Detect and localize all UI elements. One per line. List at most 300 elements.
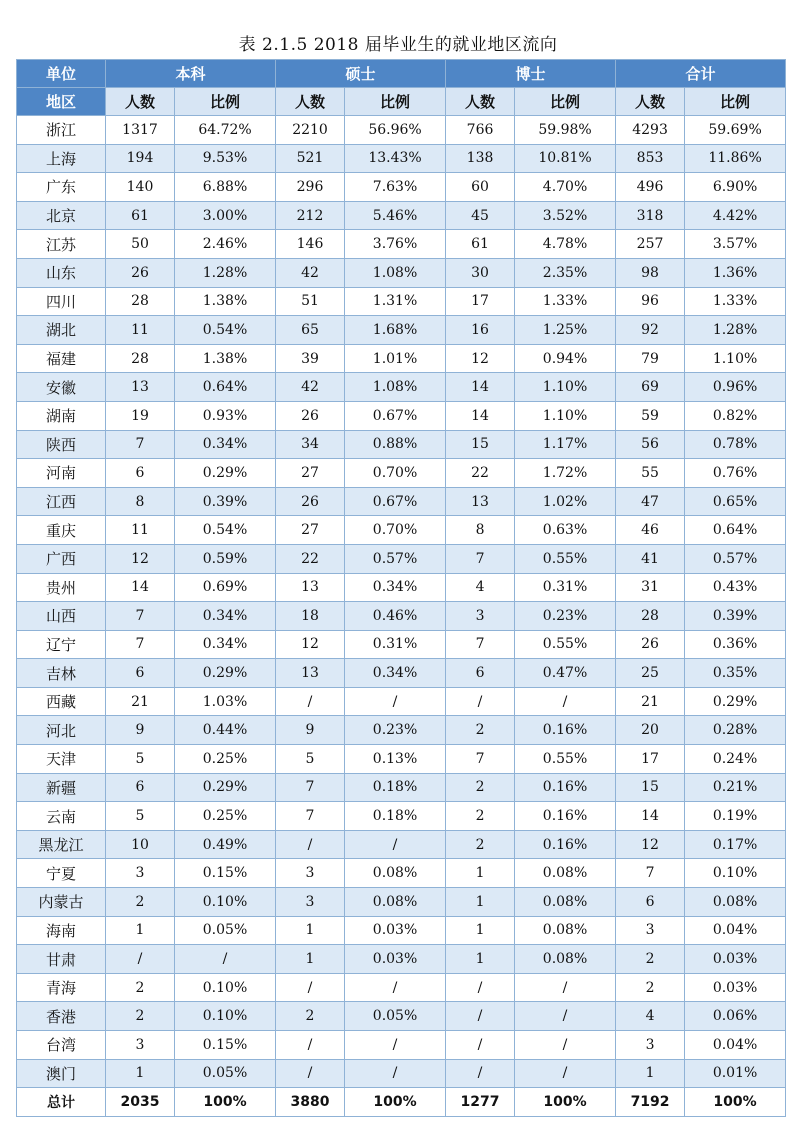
region-cell: 天津 xyxy=(17,745,106,774)
data-cell: 13 xyxy=(276,659,345,688)
data-cell: / xyxy=(276,973,345,1002)
data-cell: 14 xyxy=(446,373,515,402)
data-cell: 0.16% xyxy=(515,802,616,831)
data-cell: 0.04% xyxy=(685,916,786,945)
table-row xyxy=(17,201,786,230)
data-cell: 0.34% xyxy=(175,430,276,459)
data-cell: 69 xyxy=(616,373,685,402)
data-cell: 7 xyxy=(446,544,515,573)
data-cell: 7 xyxy=(616,859,685,888)
data-cell: 2 xyxy=(446,716,515,745)
data-cell: 42 xyxy=(276,258,345,287)
data-cell: 0.03% xyxy=(345,916,446,945)
data-cell: 0.49% xyxy=(175,830,276,859)
data-cell: 7.63% xyxy=(345,173,446,202)
data-cell: 766 xyxy=(446,116,515,145)
data-cell: / xyxy=(345,973,446,1002)
data-cell: 0.08% xyxy=(515,888,616,917)
data-cell: / xyxy=(345,687,446,716)
region-cell: 西藏 xyxy=(17,687,106,716)
table-row xyxy=(17,659,786,688)
region-cell: 吉林 xyxy=(17,659,106,688)
data-cell: 1.33% xyxy=(515,287,616,316)
data-cell: 1.28% xyxy=(685,316,786,345)
data-cell: 59 xyxy=(616,401,685,430)
data-cell: 0.82% xyxy=(685,401,786,430)
data-cell: 3 xyxy=(616,1031,685,1060)
table-row xyxy=(17,1002,786,1031)
data-cell: 6.88% xyxy=(175,173,276,202)
table-row xyxy=(17,1031,786,1060)
region-cell: 黑龙江 xyxy=(17,830,106,859)
region-header: 地区 xyxy=(17,88,106,116)
table-row xyxy=(17,173,786,202)
data-cell: 2 xyxy=(276,1002,345,1031)
group-header-master: 硕士 xyxy=(276,60,446,88)
region-cell: 福建 xyxy=(17,344,106,373)
data-cell: 1.10% xyxy=(515,373,616,402)
data-cell: 0.78% xyxy=(685,430,786,459)
data-cell: 4.70% xyxy=(515,173,616,202)
table-row xyxy=(17,116,786,145)
data-cell: 853 xyxy=(616,144,685,173)
data-cell: / xyxy=(276,687,345,716)
data-cell: 60 xyxy=(446,173,515,202)
data-cell: 19 xyxy=(106,401,175,430)
data-cell: 0.04% xyxy=(685,1031,786,1060)
data-cell: 0.76% xyxy=(685,459,786,488)
total-cell: 1277 xyxy=(446,1088,515,1117)
data-cell: 5 xyxy=(106,802,175,831)
region-cell: 贵州 xyxy=(17,573,106,602)
data-cell: 1.31% xyxy=(345,287,446,316)
data-cell: 8 xyxy=(106,487,175,516)
data-cell: 257 xyxy=(616,230,685,259)
data-cell: 138 xyxy=(446,144,515,173)
data-cell: 1 xyxy=(106,1059,175,1088)
data-cell: 9 xyxy=(106,716,175,745)
table-row xyxy=(17,945,786,974)
data-cell: 0.34% xyxy=(345,659,446,688)
data-cell: 28 xyxy=(106,287,175,316)
data-cell: 521 xyxy=(276,144,345,173)
ratio-header: 比例 xyxy=(515,88,616,116)
data-cell: 7 xyxy=(276,773,345,802)
data-cell: 46 xyxy=(616,516,685,545)
data-cell: 1 xyxy=(446,916,515,945)
data-cell: 0.34% xyxy=(175,602,276,631)
data-cell: 0.03% xyxy=(685,945,786,974)
data-cell: 47 xyxy=(616,487,685,516)
region-cell: 北京 xyxy=(17,201,106,230)
data-cell: 18 xyxy=(276,602,345,631)
data-cell: 14 xyxy=(106,573,175,602)
region-cell: 广西 xyxy=(17,544,106,573)
table-row xyxy=(17,630,786,659)
data-cell: 0.08% xyxy=(685,888,786,917)
data-cell: 51 xyxy=(276,287,345,316)
data-cell: 7 xyxy=(446,745,515,774)
table-row xyxy=(17,830,786,859)
data-cell: 9 xyxy=(276,716,345,745)
data-cell: 28 xyxy=(616,602,685,631)
data-cell: 4.42% xyxy=(685,201,786,230)
data-cell: 7 xyxy=(446,630,515,659)
data-cell: 0.23% xyxy=(515,602,616,631)
data-cell: 1.72% xyxy=(515,459,616,488)
data-cell: 26 xyxy=(616,630,685,659)
data-cell: 0.34% xyxy=(345,573,446,602)
data-cell: 0.16% xyxy=(515,773,616,802)
data-cell: 1 xyxy=(276,945,345,974)
data-cell: 42 xyxy=(276,373,345,402)
data-cell: 0.08% xyxy=(515,945,616,974)
table-row xyxy=(17,745,786,774)
data-cell: 1 xyxy=(276,916,345,945)
table-row xyxy=(17,316,786,345)
data-cell: 1.36% xyxy=(685,258,786,287)
data-cell: 2 xyxy=(616,973,685,1002)
table-row xyxy=(17,258,786,287)
data-cell: 13 xyxy=(446,487,515,516)
data-cell: 34 xyxy=(276,430,345,459)
data-cell: 0.05% xyxy=(175,1059,276,1088)
data-cell: 2 xyxy=(446,773,515,802)
total-cell: 100% xyxy=(175,1088,276,1117)
data-cell: 3 xyxy=(446,602,515,631)
data-cell: 22 xyxy=(446,459,515,488)
data-cell: 0.55% xyxy=(515,544,616,573)
data-cell: 9.53% xyxy=(175,144,276,173)
data-cell: 7 xyxy=(106,430,175,459)
data-cell: 21 xyxy=(616,687,685,716)
table-row xyxy=(17,687,786,716)
table-row xyxy=(17,544,786,573)
data-cell: 4.78% xyxy=(515,230,616,259)
data-cell: / xyxy=(175,945,276,974)
data-cell: 10 xyxy=(106,830,175,859)
region-cell: 江西 xyxy=(17,487,106,516)
data-cell: / xyxy=(446,973,515,1002)
data-cell: / xyxy=(345,1059,446,1088)
data-cell: 0.39% xyxy=(685,602,786,631)
data-cell: / xyxy=(345,1031,446,1060)
group-header-total: 合计 xyxy=(616,60,786,88)
region-cell: 澳门 xyxy=(17,1059,106,1088)
data-cell: 3.76% xyxy=(345,230,446,259)
data-cell: 0.23% xyxy=(345,716,446,745)
data-cell: 28 xyxy=(106,344,175,373)
data-cell: 1.33% xyxy=(685,287,786,316)
data-cell: 0.19% xyxy=(685,802,786,831)
table-row xyxy=(17,459,786,488)
header-row-columns xyxy=(17,88,786,116)
data-cell: 0.03% xyxy=(345,945,446,974)
data-cell: 65 xyxy=(276,316,345,345)
data-cell: 0.28% xyxy=(685,716,786,745)
data-cell: 0.08% xyxy=(515,859,616,888)
region-cell: 青海 xyxy=(17,973,106,1002)
data-cell: 0.05% xyxy=(345,1002,446,1031)
data-cell: 296 xyxy=(276,173,345,202)
data-cell: 0.10% xyxy=(685,859,786,888)
data-cell: 0.36% xyxy=(685,630,786,659)
data-cell: 22 xyxy=(276,544,345,573)
data-cell: 16 xyxy=(446,316,515,345)
group-header-bachelor: 本科 xyxy=(106,60,276,88)
data-cell: 17 xyxy=(616,745,685,774)
data-cell: 0.93% xyxy=(175,401,276,430)
data-cell: 318 xyxy=(616,201,685,230)
data-cell: 50 xyxy=(106,230,175,259)
data-cell: 56 xyxy=(616,430,685,459)
data-cell: 12 xyxy=(616,830,685,859)
table-row xyxy=(17,430,786,459)
data-cell: 92 xyxy=(616,316,685,345)
data-cell: 0.08% xyxy=(345,888,446,917)
data-cell: / xyxy=(515,1002,616,1031)
data-cell: 98 xyxy=(616,258,685,287)
header-row-groups xyxy=(17,60,786,88)
data-cell: 15 xyxy=(616,773,685,802)
data-cell: 3 xyxy=(106,1031,175,1060)
table-row xyxy=(17,573,786,602)
region-cell: 河南 xyxy=(17,459,106,488)
table-row xyxy=(17,802,786,831)
table-row xyxy=(17,602,786,631)
data-cell: 27 xyxy=(276,516,345,545)
data-cell: 0.57% xyxy=(685,544,786,573)
table-row xyxy=(17,144,786,173)
data-cell: 6 xyxy=(106,659,175,688)
total-label: 总计 xyxy=(17,1088,106,1117)
table-row xyxy=(17,888,786,917)
region-cell: 浙江 xyxy=(17,116,106,145)
data-cell: 1.08% xyxy=(345,373,446,402)
data-cell: 26 xyxy=(106,258,175,287)
data-cell: 496 xyxy=(616,173,685,202)
count-header: 人数 xyxy=(276,88,345,116)
data-cell: 1.17% xyxy=(515,430,616,459)
ratio-header: 比例 xyxy=(345,88,446,116)
data-cell: 3.52% xyxy=(515,201,616,230)
data-cell: 0.47% xyxy=(515,659,616,688)
data-cell: 212 xyxy=(276,201,345,230)
group-header-doctor: 博士 xyxy=(446,60,616,88)
data-cell: 5.46% xyxy=(345,201,446,230)
count-header: 人数 xyxy=(106,88,175,116)
data-cell: 1.38% xyxy=(175,287,276,316)
data-cell: 1 xyxy=(446,945,515,974)
data-cell: 0.25% xyxy=(175,745,276,774)
data-cell: / xyxy=(515,687,616,716)
table-row xyxy=(17,973,786,1002)
region-cell: 江苏 xyxy=(17,230,106,259)
data-cell: 26 xyxy=(276,401,345,430)
data-cell: 0.70% xyxy=(345,516,446,545)
data-cell: 0.54% xyxy=(175,316,276,345)
data-cell: / xyxy=(106,945,175,974)
table-body xyxy=(17,116,786,1088)
data-cell: 1.38% xyxy=(175,344,276,373)
data-cell: 0.88% xyxy=(345,430,446,459)
data-cell: 12 xyxy=(106,544,175,573)
region-cell: 新疆 xyxy=(17,773,106,802)
data-cell: 0.29% xyxy=(685,687,786,716)
region-cell: 河北 xyxy=(17,716,106,745)
data-cell: 194 xyxy=(106,144,175,173)
data-cell: 0.25% xyxy=(175,802,276,831)
data-cell: 3.00% xyxy=(175,201,276,230)
data-cell: 1 xyxy=(446,888,515,917)
total-cell: 100% xyxy=(685,1088,786,1117)
data-cell: 64.72% xyxy=(175,116,276,145)
data-cell: 6 xyxy=(106,459,175,488)
data-cell: 12 xyxy=(446,344,515,373)
data-cell: 0.13% xyxy=(345,745,446,774)
data-cell: 140 xyxy=(106,173,175,202)
data-cell: 0.46% xyxy=(345,602,446,631)
data-cell: 14 xyxy=(616,802,685,831)
data-cell: 11 xyxy=(106,316,175,345)
data-cell: 0.08% xyxy=(515,916,616,945)
data-cell: 2.35% xyxy=(515,258,616,287)
data-cell: 0.10% xyxy=(175,888,276,917)
data-cell: / xyxy=(446,687,515,716)
data-cell: 0.16% xyxy=(515,716,616,745)
data-cell: 1.25% xyxy=(515,316,616,345)
data-cell: 4 xyxy=(616,1002,685,1031)
data-cell: 55 xyxy=(616,459,685,488)
region-cell: 甘肃 xyxy=(17,945,106,974)
data-cell: 12 xyxy=(276,630,345,659)
data-cell: 8 xyxy=(446,516,515,545)
data-cell: 0.05% xyxy=(175,916,276,945)
table-row xyxy=(17,401,786,430)
data-cell: 20 xyxy=(616,716,685,745)
data-cell: 0.57% xyxy=(345,544,446,573)
data-cell: 0.03% xyxy=(685,973,786,1002)
data-cell: 0.10% xyxy=(175,973,276,1002)
table-row xyxy=(17,230,786,259)
data-cell: 7 xyxy=(276,802,345,831)
data-cell: 3 xyxy=(276,888,345,917)
total-cell: 2035 xyxy=(106,1088,175,1117)
data-cell: 59.69% xyxy=(685,116,786,145)
data-cell: 3 xyxy=(106,859,175,888)
data-cell: 0.10% xyxy=(175,1002,276,1031)
data-cell: 0.24% xyxy=(685,745,786,774)
data-cell: 0.64% xyxy=(685,516,786,545)
data-cell: 3 xyxy=(616,916,685,945)
data-cell: / xyxy=(276,1031,345,1060)
data-cell: 0.63% xyxy=(515,516,616,545)
data-cell: 21 xyxy=(106,687,175,716)
total-row xyxy=(17,1088,786,1117)
data-cell: 0.15% xyxy=(175,1031,276,1060)
data-cell: 0.15% xyxy=(175,859,276,888)
data-cell: 0.31% xyxy=(515,573,616,602)
data-cell: / xyxy=(446,1059,515,1088)
count-header: 人数 xyxy=(616,88,685,116)
data-cell: 2 xyxy=(446,802,515,831)
data-cell: 11 xyxy=(106,516,175,545)
region-cell: 辽宁 xyxy=(17,630,106,659)
data-cell: 0.59% xyxy=(175,544,276,573)
data-cell: 6.90% xyxy=(685,173,786,202)
data-cell: 1 xyxy=(106,916,175,945)
region-cell: 四川 xyxy=(17,287,106,316)
region-cell: 山东 xyxy=(17,258,106,287)
data-cell: 5 xyxy=(106,745,175,774)
table-row xyxy=(17,773,786,802)
data-cell: 2.46% xyxy=(175,230,276,259)
data-cell: 1.03% xyxy=(175,687,276,716)
data-cell: 17 xyxy=(446,287,515,316)
data-cell: 1.08% xyxy=(345,258,446,287)
data-cell: 13 xyxy=(276,573,345,602)
data-cell: 3.57% xyxy=(685,230,786,259)
region-cell: 陕西 xyxy=(17,430,106,459)
data-cell: 31 xyxy=(616,573,685,602)
total-cell: 3880 xyxy=(276,1088,345,1117)
data-cell: 0.35% xyxy=(685,659,786,688)
data-cell: 0.18% xyxy=(345,802,446,831)
data-cell: 4293 xyxy=(616,116,685,145)
data-cell: 0.29% xyxy=(175,773,276,802)
employment-region-table xyxy=(16,59,786,1117)
data-cell: 1.02% xyxy=(515,487,616,516)
data-cell: 0.94% xyxy=(515,344,616,373)
data-cell: / xyxy=(446,1031,515,1060)
data-cell: 0.34% xyxy=(175,630,276,659)
table-row xyxy=(17,516,786,545)
table-row xyxy=(17,859,786,888)
data-cell: 2 xyxy=(446,830,515,859)
data-cell: 14 xyxy=(446,401,515,430)
unit-header: 单位 xyxy=(17,60,106,88)
data-cell: 0.67% xyxy=(345,401,446,430)
data-cell: 0.21% xyxy=(685,773,786,802)
table-row xyxy=(17,487,786,516)
data-cell: 13 xyxy=(106,373,175,402)
data-cell: 1317 xyxy=(106,116,175,145)
data-cell: 0.31% xyxy=(345,630,446,659)
data-cell: 0.54% xyxy=(175,516,276,545)
data-cell: 61 xyxy=(446,230,515,259)
data-cell: 0.17% xyxy=(685,830,786,859)
data-cell: / xyxy=(446,1002,515,1031)
data-cell: 96 xyxy=(616,287,685,316)
data-cell: / xyxy=(276,830,345,859)
data-cell: 5 xyxy=(276,745,345,774)
data-cell: 45 xyxy=(446,201,515,230)
data-cell: 0.55% xyxy=(515,745,616,774)
data-cell: 2 xyxy=(616,945,685,974)
data-cell: 6 xyxy=(446,659,515,688)
data-cell: 1.01% xyxy=(345,344,446,373)
count-header: 人数 xyxy=(446,88,515,116)
total-cell: 100% xyxy=(345,1088,446,1117)
data-cell: / xyxy=(276,1059,345,1088)
region-cell: 台湾 xyxy=(17,1031,106,1060)
data-cell: 15 xyxy=(446,430,515,459)
data-cell: 0.43% xyxy=(685,573,786,602)
data-cell: 1.10% xyxy=(685,344,786,373)
data-cell: / xyxy=(345,830,446,859)
ratio-header: 比例 xyxy=(685,88,786,116)
data-cell: 13.43% xyxy=(345,144,446,173)
